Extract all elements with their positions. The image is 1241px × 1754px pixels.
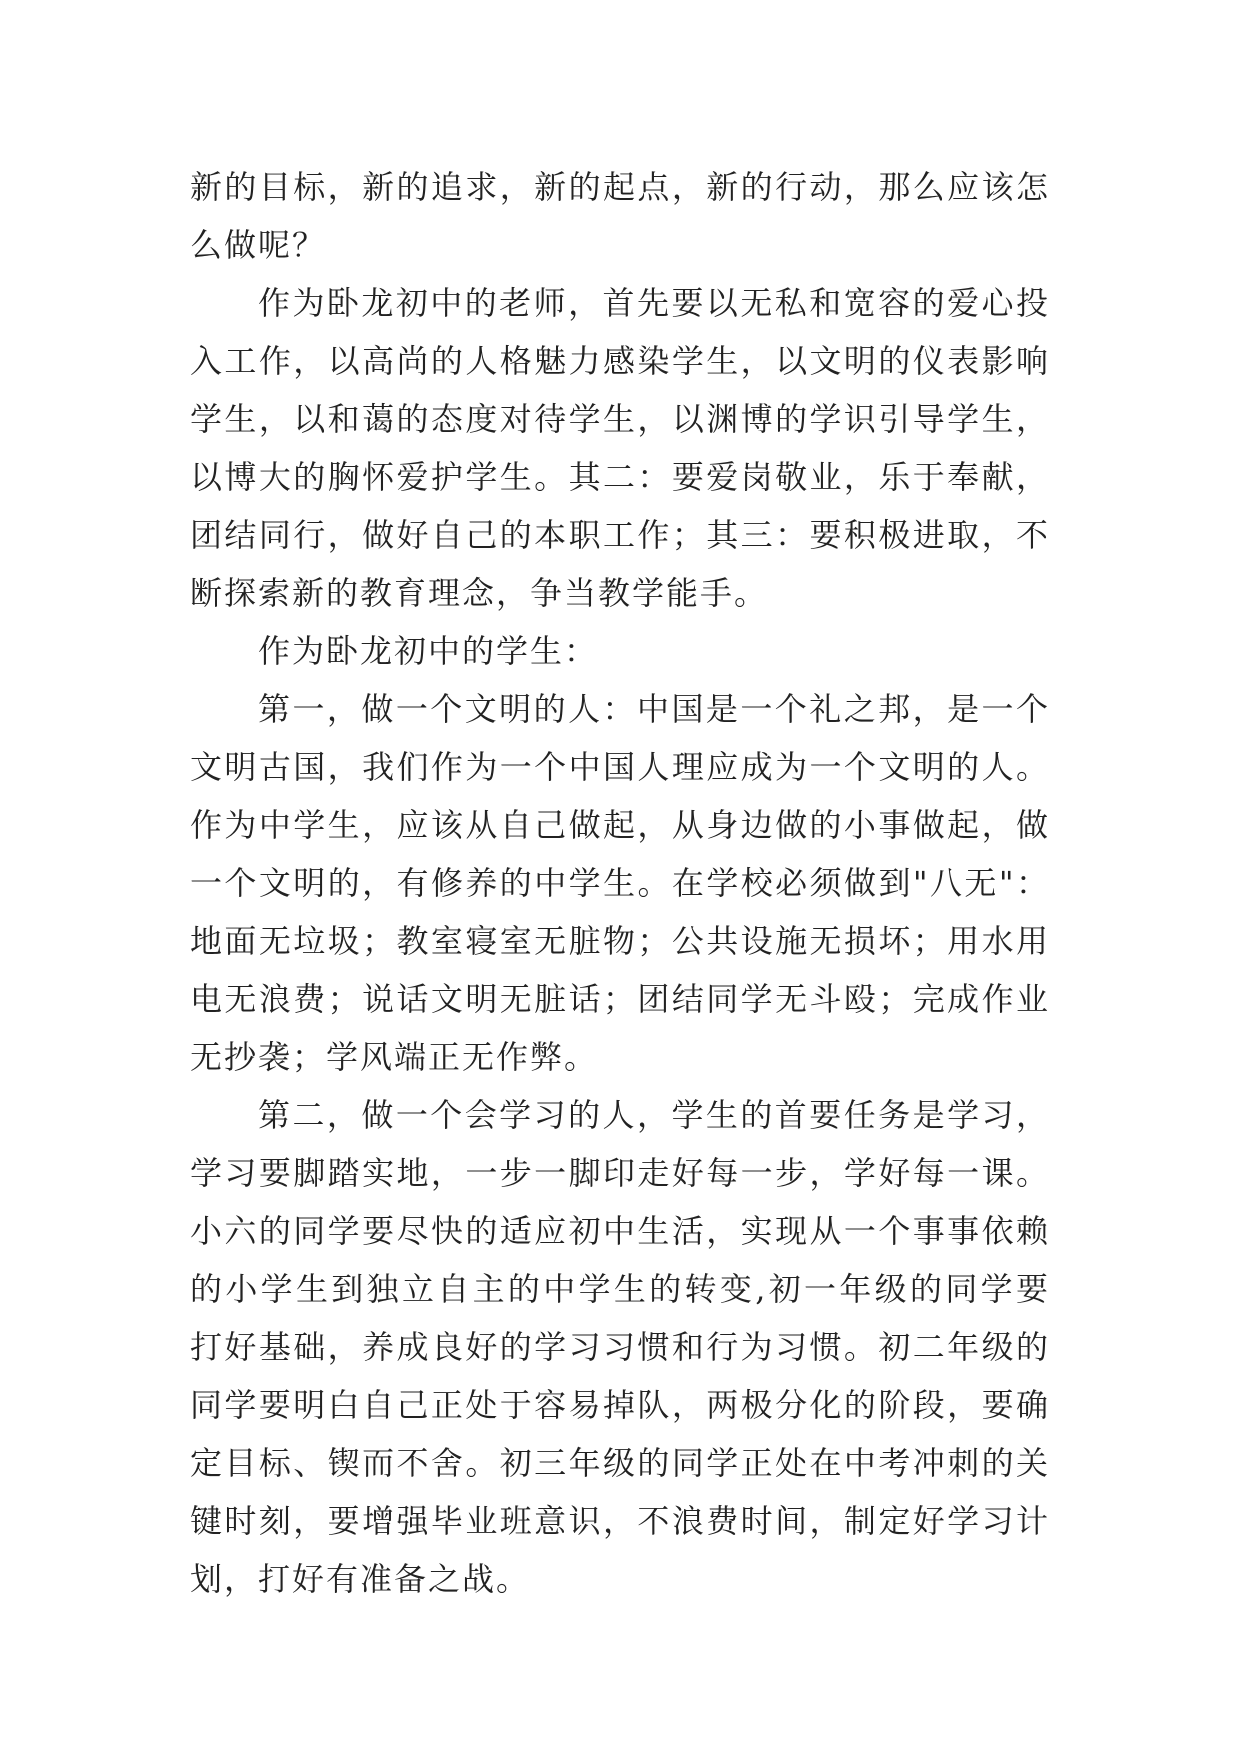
paragraph-students-heading: 作为卧龙初中的学生： [258, 632, 599, 670]
document-body [190, 158, 1050, 1608]
paragraph-second-point: 第二，做一个会学习的人，学生的首要任务是学习，学习要脚踏实地，一步一脚印走好每一步，学好每一课。小六的同学要尽快的适应初中生活，实现从一个事事依赖的小学生到独立自主的中学生的转变,初一年级的同学要打好基础，养成良好的学习习惯和行为习惯。初二年级的同学要明白自己正处于容易掉队，两极分化的阶段，要确定目标、锲而不舍。初三年级的同学正处在中考冲刺的关键时刻，要增强毕业班意识，不浪费时间，制定好学习计划，打好有准备之战。 [190, 1096, 1050, 1598]
paragraph-teachers: 作为卧龙初中的老师，首先要以无私和宽容的爱心投入工作，以高尚的人格魅力感染学生，以文明的仪表影响学生，以和蔼的态度对待学生，以渊博的学识引导学生，以博大的胸怀爱护学生。其二：要爱岗敬业，乐于奉献，团结同行，做好自己的本职工作；其三：要积极进取，不断探索新的教育理念，争当教学能手。 [190, 284, 1050, 612]
paragraph-first-point: 第一，做一个文明的人：中国是一个礼之邦，是一个文明古国，我们作为一个中国人理应成为一个文明的人。作为中学生，应该从自己做起，从身边做的小事做起，做一个文明的，有修养的中学生。在学校必须做到"八无"：地面无垃圾；教室寝室无脏物；公共设施无损坏；用水用电无浪费；说话文明无脏话；团结同学无斗殴；完成作业无抄袭；学风端正无作弊。 [190, 690, 1050, 1076]
paragraph-continuation: 新的目标，新的追求，新的起点，新的行动，那么应该怎么做呢？ [190, 168, 1050, 264]
